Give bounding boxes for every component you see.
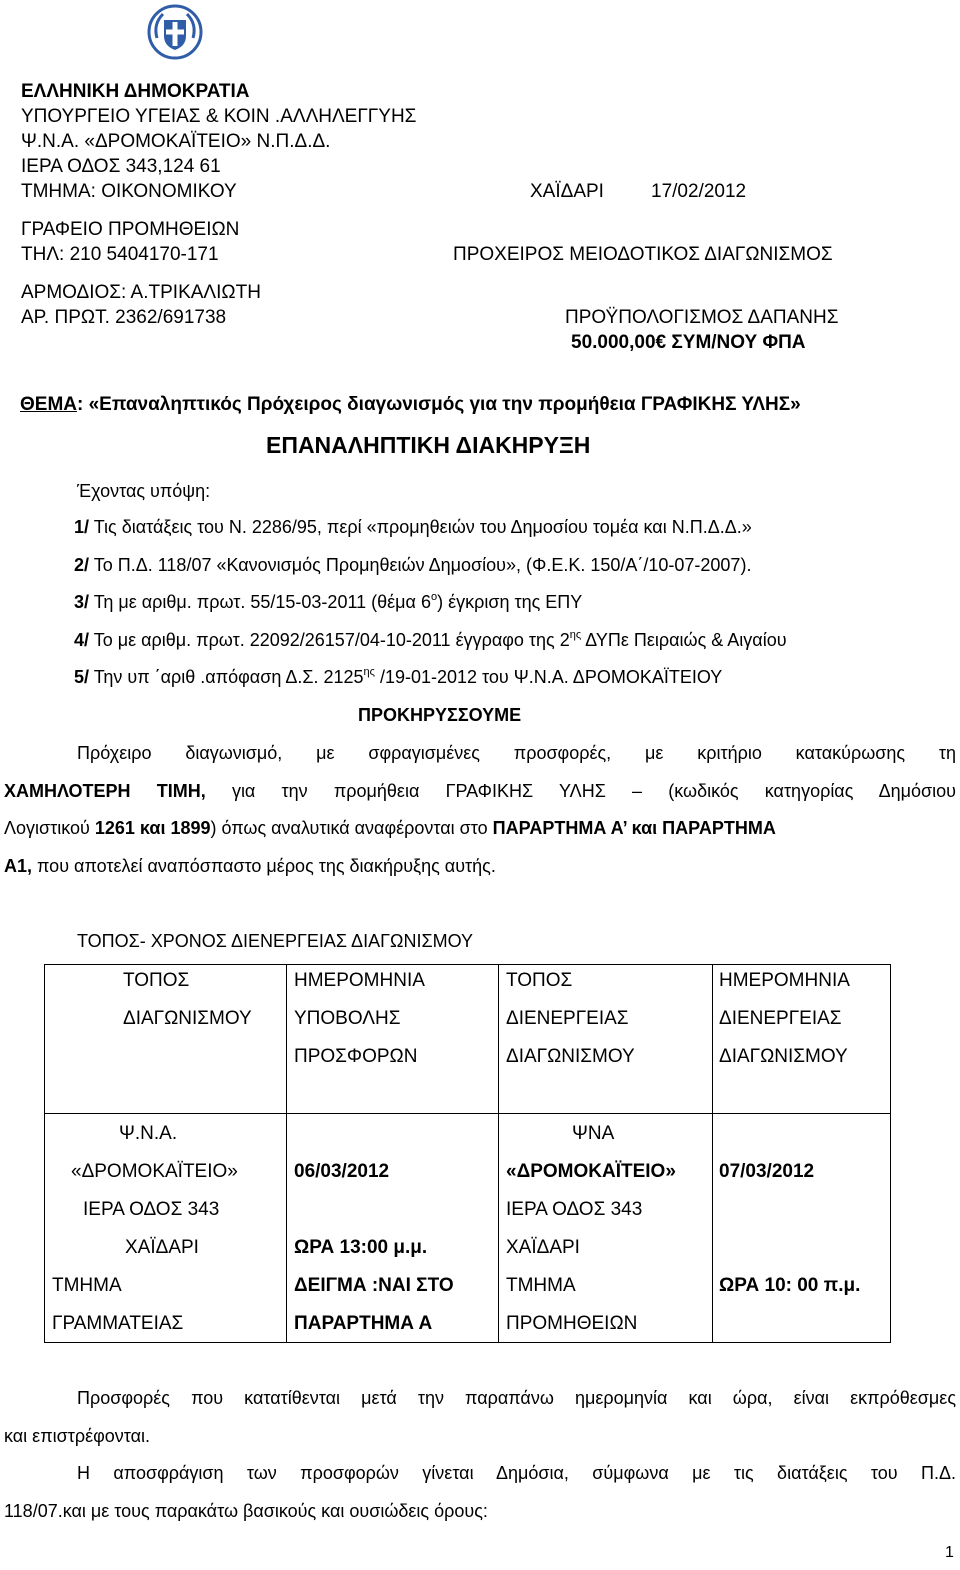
greek-emblem-icon [147,4,203,60]
document-title: ΕΠΑΝΑΛΗΠΤΙΚΗ ΔΙΑΚΗΡΥΞΗ [266,432,591,458]
section-title: ΤΟΠΟΣ- ΧΡΟΝΟΣ ΔΙΕΝΕΡΓΕΙΑΣ ΔΙΑΓΩΝΙΣΜΟΥ [77,931,473,951]
proclaim-heading: ΠΡΟΚΗΡΥΣΣΟΥΜΕ [358,705,522,725]
para2-line1: Προσφορές που κατατίθενται μετά την παραπάνω ημερομηνία και ώρα, είναι εκπρόθεσμες [77,1388,956,1408]
para3-line2: 118/07.και με τους παρακάτω βασικούς και ουσιώδεις όρους: [4,1501,488,1521]
item-1: 1/ Τις διατάξεις του Ν. 2286/95, περί «προμηθειών του Δημοσίου τομέα και Ν.Π.Δ.Δ.» [74,517,752,537]
header-hospital: Ψ.Ν.Α. «ΔΡΟΜΟΚΑΪΤΕΙΟ» Ν.Π.Δ.Δ. [21,131,331,152]
subject-text: : «Επαναληπτικός Πρόχειρος διαγωνισμός για την προμήθεια ΓΡΑΦΙΚΗΣ ΥΛΗΣ» [77,394,801,415]
para1-line2: ΧΑΜΗΛΟΤΕΡΗ ΤΙΜΗ, για την προμήθεια ΓΡΑΦΙΚΗΣ ΥΛΗΣ – (κωδικός κατηγορίας Δημόσιου [4,781,956,801]
header-cell-conduct-place: ΤΟΠΟΣ ΔΙΕΝΕΡΓΕΙΑΣ ΔΙΑΓΩΝΙΣΜΟΥ [499,965,713,1114]
subject-line [20,395,801,414]
header-cell-submission-date: ΗΜΕΡΟΜΗΝΙΑ ΥΠΟΒΟΛΗΣ ΠΡΟΣΦΟΡΩΝ [287,965,499,1114]
cell-tender-place: Ψ.Ν.Α. «ΔΡΟΜΟΚΑΪΤΕΙΟ» ΙΕΡΑ ΟΔΟΣ 343 ΧΑΪΔΑΡΙ ΤΜΗΜΑ ΓΡΑΜΜΑΤΕΙΑΣ [45,1114,287,1343]
para1-line4: Α1, που αποτελεί αναπόσπαστο μέρος της διακήρυξης αυτής. [4,856,496,876]
header-phone: ΤΗΛ: 210 5404170-171 [21,244,219,265]
para1-line1: Πρόχειρο διαγωνισμό, με σφραγισμένες προσφορές, με κριτήριο κατακύρωσης τη [77,743,956,763]
header-responsible: ΑΡΜΟΔΙΟΣ: Α.ΤΡΙΚΑΛΙΩΤΗ [21,282,261,303]
header-budget-label: ΠΡΟΫΠΟΛΟΓΙΣΜΟΣ ΔΑΠΑΝΗΣ [565,307,839,328]
para1-line3: Λογιστικού 1261 και 1899) όπως αναλυτικά αναφέρονται στο ΠΑΡΑΡΤΗΜΑ Α’ και ΠΑΡΑΡΤΗΜΑ [4,818,776,838]
header-protocol: ΑΡ. ΠΡΩΤ. 2362/691738 [21,307,227,328]
table-row [45,1114,891,1343]
header-place: ΧΑΪΔΑΡΙ [530,181,604,202]
header-department: ΤΜΗΜΑ: ΟΙΚΟΝΟΜΙΚΟΥ [21,181,237,202]
para3-line1: Η αποσφράγιση των προσφορών γίνεται Δημόσια, σύμφωνα με τις διατάξεις του Π.Δ. [77,1463,956,1483]
item-2: 2/ Το Π.Δ. 118/07 «Κανονισμός Προμηθειών Δημοσίου», (Φ.Ε.Κ. 150/Α΄/10-07-2007). [74,555,752,575]
header-cell-place: ΤΟΠΟΣ ΔΙΑΓΩΝΙΣΜΟΥ [45,965,287,1114]
page-number: 1 [945,1544,954,1561]
subject-label: ΘΕΜΑ [20,394,77,415]
header-date: 17/02/2012 [651,181,747,202]
para2-line2: και επιστρέφονται. [4,1426,151,1446]
cell-conduct-place: ΨΝΑ «ΔΡΟΜΟΚΑΪΤΕΙΟ» ΙΕΡΑ ΟΔΟΣ 343 ΧΑΪΔΑΡΙ ΤΜΗΜΑ ΠΡΟΜΗΘΕΙΩΝ [499,1114,713,1343]
header-office: ΓΡΑΦΕΙΟ ΠΡΟΜΗΘΕΙΩΝ [21,219,240,240]
table-header-row [45,965,891,1114]
header-address: ΙΕΡΑ ΟΔΟΣ 343,124 61 [21,156,221,177]
schedule-table [44,964,891,1343]
considering-label: Έχοντας υπόψη: [77,481,211,501]
header-budget-value: 50.000,00€ ΣΥΜ/ΝΟΥ ΦΠΑ [571,332,806,353]
header-country: ΕΛΛΗΝΙΚΗ ΔΗΜΟΚΡΑΤΙΑ [21,81,250,102]
cell-submission-date: 06/03/2012 ΩΡΑ 13:00 μ.μ. ΔΕΙΓΜΑ :ΝΑΙ ΣΤΟ ΠΑΡΑΡΤΗΜΑ Α [287,1114,499,1343]
item-3: 3/ Τη με αριθμ. πρωτ. 55/15-03-2011 (θέμα $6^o$) έγκριση της ΕΠΥ [74,591,583,612]
header-cell-conduct-date: ΗΜΕΡΟΜΗΝΙΑ ΔΙΕΝΕΡΓΕΙΑΣ ΔΙΑΓΩΝΙΣΜΟΥ [713,965,891,1114]
item-4: 4/ Το με αριθμ. πρωτ. 22092/26157/04-10-2011 έγγραφο της $2^{\eta\varsigma}$ ΔΥΠε Πειραιώς & Αιγαίου [74,629,787,650]
header-tender-type: ΠΡΟΧΕΙΡΟΣ ΜΕΙΟΔΟΤΙΚΟΣ ΔΙΑΓΩΝΙΣΜΟΣ [453,244,833,265]
header-ministry: ΥΠΟΥΡΓΕΙΟ ΥΓΕΙΑΣ & ΚΟΙΝ .ΑΛΛΗΛΕΓΓΥΗΣ [21,106,417,127]
cell-conduct-date: 07/03/2012 ΩΡΑ 10: 00 π.μ. [713,1114,891,1343]
item-5: 5/ Την υπ ΄αριθ .απόφαση Δ.Σ. $2125^{\eta\varsigma}$ /19-01-2012 του Ψ.Ν.Α. ΔΡΟΜΟΚΑΪΤΕΙΟΥ [74,666,723,687]
